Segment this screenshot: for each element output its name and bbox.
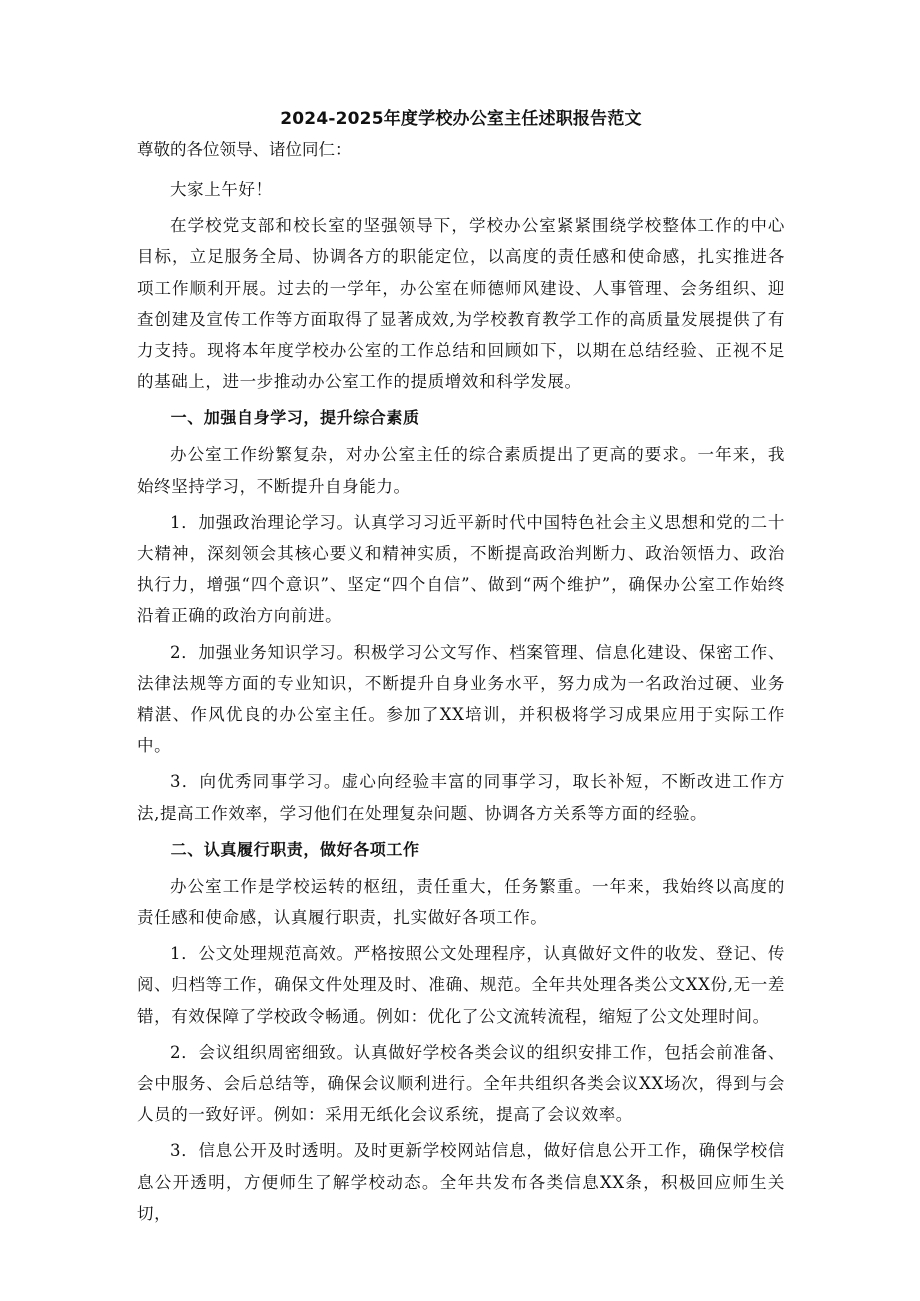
section-2-item-3: 3．信息公开及时透明。及时更新学校网站信息，做好信息公开工作，确保学校信息公开透明，方便师生了解学校动态。全年共发布各类信息XX条，积极回应师生关切， bbox=[137, 1141, 785, 1223]
section-1-item-3: 3．向优秀同事学习。虚心向经验丰富的同事学习，取长补短，不断改进工作方法,提高工作效率，学习他们在处理复杂问题、协调各方关系等方面的经验。 bbox=[137, 772, 785, 823]
section-2-item-1: 1．公文处理规范高效。严格按照公文处理程序，认真做好文件的收发、登记、传阅、归档等工作，确保文件处理及时、准确、规范。全年共处理各类公文XX份,无一差错，有效保障了学校政令畅通。例如：优化了公文流转流程，缩短了公文处理时间。 bbox=[137, 944, 785, 1026]
section-1-item-2: 2．加强业务知识学习。积极学习公文写作、档案管理、信息化建设、保密工作、法律法规等方面的专业知识，不断提升自身业务水平，努力成为一名政治过硬、业务精湛、作风优良的办公室主任。参加了XX培训，并积极将学习成果应用于实际工作中。 bbox=[137, 642, 785, 756]
section-1-intro: 办公室工作纷繁复杂，对办公室主任的综合素质提出了更高的要求。一年来，我始终坚持学习，不断提升自身能力。 bbox=[137, 445, 785, 496]
section-1-item-1: 1．加强政治理论学习。认真学习习近平新时代中国特色社会主义思想和党的二十大精神，深刻领会其核心要义和精神实质，不断提高政治判断力、政治领悟力、政治执行力，增强“四个意识”、坚定“四个自信”、做到“两个维护”，确保办公室工作始终沿着正确的政治方向前进。 bbox=[137, 512, 785, 626]
document-body bbox=[137, 104, 785, 1234]
document-title: 2024-2025年度学校办公室主任述职报告范文 bbox=[280, 109, 642, 129]
section-heading-2: 二、认真履行职责，做好各项工作 bbox=[170, 839, 420, 859]
section-heading-1: 一、加强自身学习，提升综合素质 bbox=[170, 408, 420, 428]
greeting: 大家上午好！ bbox=[170, 180, 273, 199]
section-2-intro: 办公室工作是学校运转的枢纽，责任重大，任务繁重。一年来，我始终以高度的责任感和使命感，认真履行职责，扎实做好各项工作。 bbox=[137, 876, 785, 928]
intro-paragraph: 在学校党支部和校长室的坚强领导下，学校办公室紧紧围绕学校整体工作的中心目标，立足服务全局、协调各方的职能定位，以高度的责任感和使命感，扎实推进各项工作顺利开展。过去的一学年，办公室在师德师风建设、人事管理、会务组织、迎查创建及宣传工作等方面取得了显著成效,为学校教育教学工作的高质量发展提供了有力支持。现将本年度学校办公室的工作总结和回顾如下，以期在总结经验、正视不足的基础上，进一步推动办公室工作的提质增效和科学发展。 bbox=[137, 216, 785, 392]
section-2-item-2: 2．会议组织周密细致。认真做好学校各类会议的组织安排工作，包括会前准备、会中服务、会后总结等，确保会议顺利进行。全年共组织各类会议XX场次，得到与会人员的一致好评。例如：采用无纸化会议系统，提高了会议效率。 bbox=[137, 1042, 785, 1125]
salutation: 尊敬的各位领导、诸位同仁： bbox=[137, 140, 352, 159]
